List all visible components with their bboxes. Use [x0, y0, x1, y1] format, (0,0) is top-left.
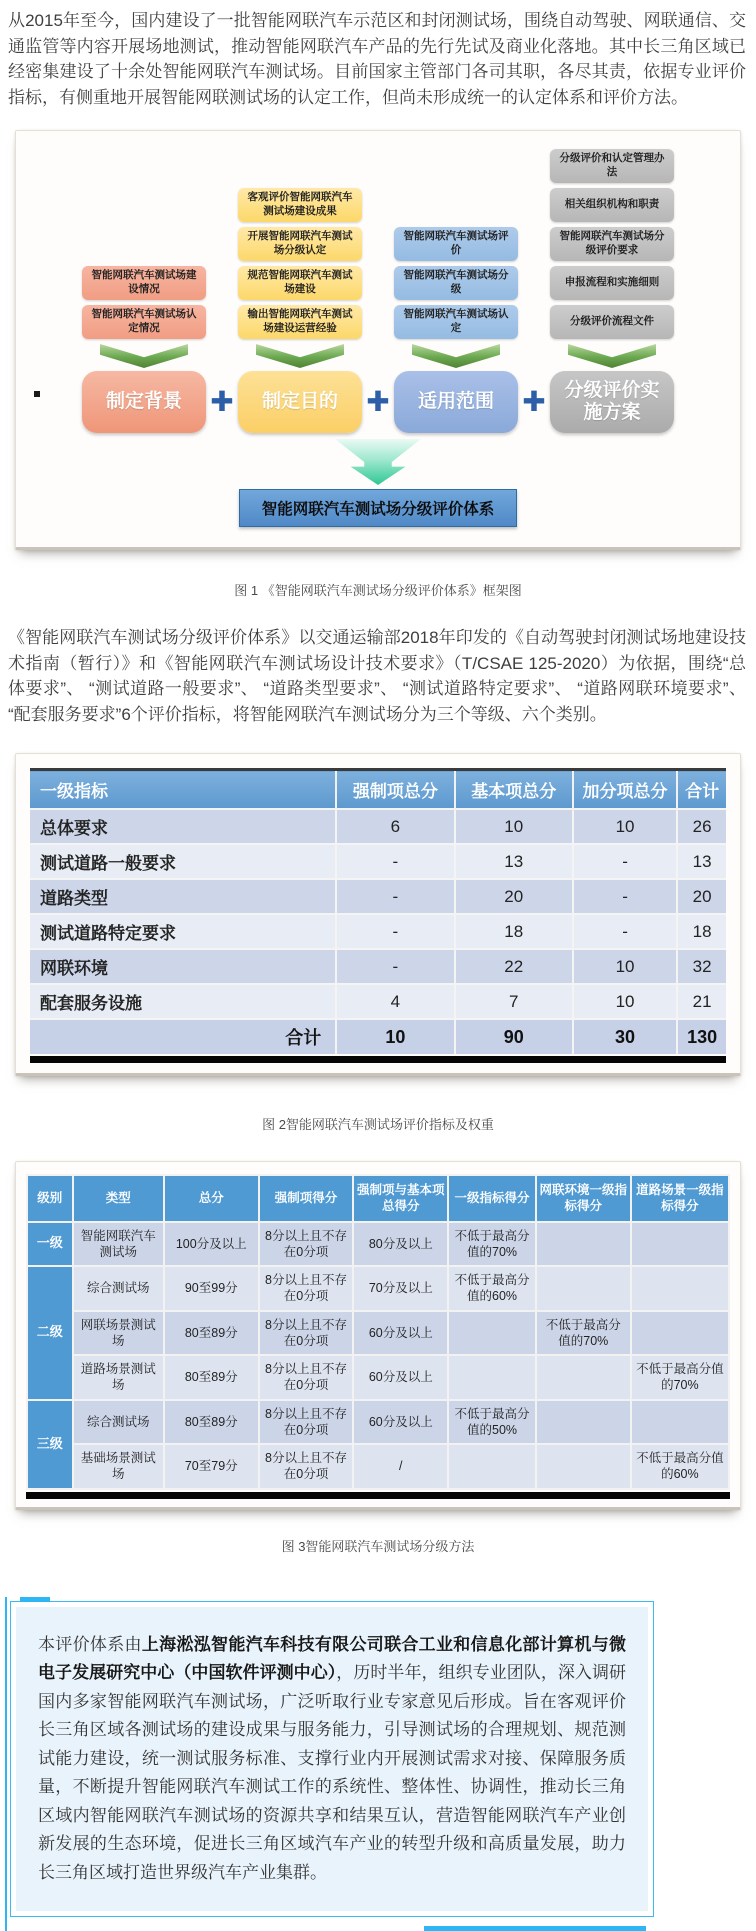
table2-cell: 7: [455, 984, 573, 1019]
table3-cell: 100分及以上: [164, 1222, 259, 1267]
table3-cell: 70分及以上: [353, 1266, 448, 1311]
table3-cell: [631, 1400, 729, 1445]
table3-cell: 不低于最高分值的60%: [631, 1444, 729, 1489]
note-border-box: [10, 1601, 654, 1918]
table3-row: [27, 1444, 729, 1489]
table2-cell: 10: [573, 809, 677, 844]
note-left-accent-line: [5, 1597, 7, 1931]
table3-cell: 综合测试场: [73, 1400, 164, 1445]
chevron-down-icon: [256, 344, 344, 368]
figure1-diagram: [30, 145, 726, 537]
table2-cell: 22: [455, 949, 573, 984]
grading-method-table: [26, 1174, 730, 1490]
table2-row: [30, 914, 726, 949]
table3-cell: 不低于最高分值的70%: [448, 1222, 536, 1267]
table3-cell: 90至99分: [164, 1266, 259, 1311]
bullet-mark: [34, 391, 40, 397]
table2-total-cell: 10: [336, 1019, 454, 1054]
diagram-item-stack: [394, 227, 518, 339]
table2-total-cell: 30: [573, 1019, 677, 1054]
table3-cell: 60分及以上: [353, 1311, 448, 1356]
table3-cell: [448, 1311, 536, 1356]
diagram-item-box: 规范智能网联汽车测试场建设: [238, 266, 362, 300]
diagram-item-box: 智能网联汽车测试场建设情况: [82, 266, 206, 300]
chevron-down-icon: [100, 344, 188, 368]
table2-cell: -: [336, 914, 454, 949]
table3-cell: 70至79分: [164, 1444, 259, 1489]
note-prefix: 本评价体系由: [38, 1635, 142, 1654]
table3-cell: 80至89分: [164, 1355, 259, 1400]
table3-row: [27, 1400, 729, 1445]
table3-cell: [536, 1400, 631, 1445]
table2-cell: -: [336, 844, 454, 879]
table2-cell: -: [573, 914, 677, 949]
note-text: [38, 1631, 626, 1888]
table2-cell: 总体要求: [30, 809, 336, 844]
plus-icon: ✚: [519, 388, 549, 416]
note-company-bold: 上海淞泓智能汽车科技有限公司联合工业和信息化部计算机与微电子发展研究中心（中国软件评测中心）: [38, 1635, 626, 1683]
figure1-diagram-columns: [30, 149, 726, 433]
table2-cell: 18: [455, 914, 573, 949]
table2-total-cell: 合计: [30, 1019, 336, 1054]
diagram-item-box: 输出智能网联汽车测试场建设运营经验: [238, 305, 362, 339]
table3-header-cell: 道路场景一级指标得分: [631, 1175, 729, 1222]
table3-level-cell: 一级: [27, 1222, 73, 1267]
diagram-column-salmon: [82, 266, 206, 433]
diagram-category-box: 分级评价实施方案: [550, 371, 674, 433]
table3-cell: [536, 1444, 631, 1489]
table3-cell: [631, 1311, 729, 1356]
diagram-item-box: 客观评价智能网联汽车测试场建设成果: [238, 188, 362, 222]
body-paragraph: 《智能网联汽车测试场分级评价体系》以交通运输部2018年印发的《自动驾驶封闭测试场地建设技术指南（暂行）》和《智能网联汽车测试场设计技术要求》（T/CSAE 125-2020）为依据，围绕“总体要求”、 “测试道路一般要求”、 “道路类型要求”、 “测试道路特定要求”、 “道路网联环境要求”、 “配套服务要求”6个评价指标，将智能网联汽车测试场分为三个等级、六个类别。: [8, 625, 746, 727]
table3-cell: 8分以上且不存在0分项: [259, 1311, 354, 1356]
figure3-card: [15, 1161, 741, 1510]
figure1-card: [15, 130, 741, 550]
table3-cell: 8分以上且不存在0分项: [259, 1444, 354, 1489]
table3-cell: 道路场景测试场: [73, 1355, 164, 1400]
table3-cell: 不低于最高分值的50%: [448, 1400, 536, 1445]
table3-cell: 60分及以上: [353, 1400, 448, 1445]
table3-cell: /: [353, 1444, 448, 1489]
table2-cell: 13: [455, 844, 573, 879]
table2-cell: 10: [573, 949, 677, 984]
table3-header-cell: 一级指标得分: [448, 1175, 536, 1222]
figure2-caption: 图 2智能网联汽车测试场评价指标及权重: [0, 1114, 756, 1133]
table2-cell: 32: [677, 949, 726, 984]
plus-icon: ✚: [207, 388, 237, 416]
note-content-panel: [16, 1607, 648, 1912]
table2-cell: 配套服务设施: [30, 984, 336, 1019]
table3-cell: [448, 1444, 536, 1489]
table2-cell: 道路类型: [30, 879, 336, 914]
diagram-column-gray: [550, 149, 674, 433]
figure1-caption: 图 1 《智能网联汽车测试场分级评价体系》框架图: [0, 580, 756, 599]
table2-row: [30, 844, 726, 879]
table3-cell: 8分以上且不存在0分项: [259, 1355, 354, 1400]
summary-note: [10, 1601, 654, 1918]
table2-cell: 26: [677, 809, 726, 844]
table3-bottom-bar: [26, 1492, 730, 1499]
table3-header: [27, 1175, 729, 1222]
table3-level-cell: 三级: [27, 1400, 73, 1489]
table2-header-cell: 加分项总分: [573, 770, 677, 810]
table2-cell: 20: [455, 879, 573, 914]
table2-header-cell: 强制项总分: [336, 770, 454, 810]
table2-cell: 13: [677, 844, 726, 879]
table2-cell: 10: [573, 984, 677, 1019]
diagram-item-box: 开展智能网联汽车测试场分级认定: [238, 227, 362, 261]
diagram-item-box: 智能网联汽车测试场评价: [394, 227, 518, 261]
table3-cell: 不低于最高分值的70%: [536, 1311, 631, 1356]
diagram-category-box: 制定目的: [238, 371, 362, 433]
table3-cell: 8分以上且不存在0分项: [259, 1400, 354, 1445]
table3-row: [27, 1355, 729, 1400]
table3-cell: 8分以上且不存在0分项: [259, 1266, 354, 1311]
table2-cell: -: [573, 844, 677, 879]
table2-header-row: [30, 770, 726, 810]
table3-cell: [536, 1266, 631, 1311]
indicator-weight-table: [30, 768, 726, 1054]
table2-row: [30, 809, 726, 844]
table3-cell: 智能网联汽车测试场: [73, 1222, 164, 1267]
table3-cell: 80分及以上: [353, 1222, 448, 1267]
diagram-item-stack: [550, 149, 674, 339]
table2-cell: 6: [336, 809, 454, 844]
table3-row: [27, 1266, 729, 1311]
table2-total-row: [30, 1019, 726, 1054]
diagram-item-box: 智能网联汽车测试场认定情况: [82, 305, 206, 339]
diagram-item-box: 分级评价和认定管理办法: [550, 149, 674, 183]
table2-cell: 20: [677, 879, 726, 914]
table2-row: [30, 984, 726, 1019]
diagram-category-box: 适用范围: [394, 371, 518, 433]
table3-cell: 60分及以上: [353, 1355, 448, 1400]
table2-cell: 测试道路特定要求: [30, 914, 336, 949]
table3-cell: 综合测试场: [73, 1266, 164, 1311]
table3-cell: [631, 1266, 729, 1311]
table3-cell: 基础场景测试场: [73, 1444, 164, 1489]
figure2-card: [15, 753, 741, 1076]
diagram-item-stack: [238, 188, 362, 339]
diagram-item-box: 申报流程和实施细则: [550, 266, 674, 300]
table3-row: [27, 1311, 729, 1356]
table3-header-cell: 类型: [73, 1175, 164, 1222]
table3-cell: 8分以上且不存在0分项: [259, 1222, 354, 1267]
table2-total-cell: 90: [455, 1019, 573, 1054]
diagram-item-box: 分级评价流程文件: [550, 305, 674, 339]
table3-cell: 不低于最高分值的60%: [448, 1266, 536, 1311]
table2-cell: 21: [677, 984, 726, 1019]
table2-header-cell: 一级指标: [30, 770, 336, 810]
note-top-dash: [20, 1597, 50, 1602]
table3-body: [27, 1222, 729, 1489]
table2-cell: -: [336, 949, 454, 984]
table3-row: [27, 1222, 729, 1267]
table3-header-cell: 强制项与基本项总得分: [353, 1175, 448, 1222]
table3-header-cell: 总分: [164, 1175, 259, 1222]
diagram-item-box: 智能网联汽车测试场分级: [394, 266, 518, 300]
table3-cell: 80至89分: [164, 1311, 259, 1356]
table2-cell: 10: [455, 809, 573, 844]
diagram-item-box: 相关组织机构和职责: [550, 188, 674, 222]
plus-icon: ✚: [363, 388, 393, 416]
table2-cell: 网联环境: [30, 949, 336, 984]
table3-header-row: [27, 1175, 729, 1222]
figure3-caption: 图 3智能网联汽车测试场分级方法: [0, 1536, 756, 1555]
diagram-item-stack: [82, 266, 206, 339]
intro-paragraph: 从2015年至今，国内建设了一批智能网联汽车示范区和封闭测试场，围绕自动驾驶、网联通信、交通监管等内容开展场地测试，推动智能网联汽车产品的先行先试及商业化落地。其中长三角区域已经密集建设了十余处智能网联汽车测试场。目前国家主管部门各司其职，各尽其责，依据专业评价指标，有侧重地开展智能网联测试场的认定工作，但尚未形成统一的认定体系和评价方法。: [8, 8, 746, 110]
table2-header: [30, 770, 726, 810]
diagram-column-yellow: [238, 188, 362, 433]
table3-header-cell: 强制项得分: [259, 1175, 354, 1222]
table3-level-cell: 二级: [27, 1266, 73, 1400]
chevron-down-icon: [412, 344, 500, 368]
table2-bottom-bar: [30, 1056, 726, 1063]
table3-cell: [631, 1222, 729, 1267]
diagram-item-box: 智能网联汽车测试场认定: [394, 305, 518, 339]
table2-total-cell: 130: [677, 1019, 726, 1054]
chevron-down-icon: [568, 344, 656, 368]
diagram-item-box: 智能网联汽车测试场分级评价要求: [550, 227, 674, 261]
table3-cell: 不低于最高分值的70%: [631, 1355, 729, 1400]
table3-cell: 80至89分: [164, 1400, 259, 1445]
table2-header-cell: 合计: [677, 770, 726, 810]
table3-cell: [536, 1355, 631, 1400]
diagram-column-blue: [394, 227, 518, 433]
table3-cell: 网联场景测试场: [73, 1311, 164, 1356]
table3-header-cell: 级别: [27, 1175, 73, 1222]
table2-cell: 测试道路一般要求: [30, 844, 336, 879]
table3-cell: [448, 1355, 536, 1400]
table2-row: [30, 949, 726, 984]
diagram-banner: 智能网联汽车测试场分级评价体系: [239, 489, 517, 527]
note-body: ，历时半年，组织专业团队，深入调研国内多家智能网联汽车测试场，广泛听取行业专家意见后形成。旨在客观评价长三角区域各测试场的建设成果与服务能力，引导测试场的合理规划、规范测试能力建设，统一测试服务标准、支撑行业内开展测试需求对接、保障服务质量，不断提升智能网联汽车测试工作的系统性、整体性、协调性，推动长三角区域内智能网联汽车测试场的资源共享和结果互认，营造智能网联汽车产业创新发展的生态环境，促进长三角区域汽车产业的转型升级和高质量发展，助力长三角区域打造世界级汽车产业集群。: [38, 1663, 626, 1882]
table2-header-cell: 基本项总分: [455, 770, 573, 810]
funnel-down-arrow-icon: [335, 439, 421, 485]
table3-cell: [536, 1222, 631, 1267]
table2-cell: -: [336, 879, 454, 914]
table2-cell: 4: [336, 984, 454, 1019]
table2-cell: -: [573, 879, 677, 914]
diagram-category-box: 制定背景: [82, 371, 206, 433]
table2-cell: 18: [677, 914, 726, 949]
table2-body: [30, 809, 726, 1054]
table2-row: [30, 879, 726, 914]
note-bottom-accent-line: [424, 1926, 646, 1931]
table3-header-cell: 网联环境一级指标得分: [536, 1175, 631, 1222]
